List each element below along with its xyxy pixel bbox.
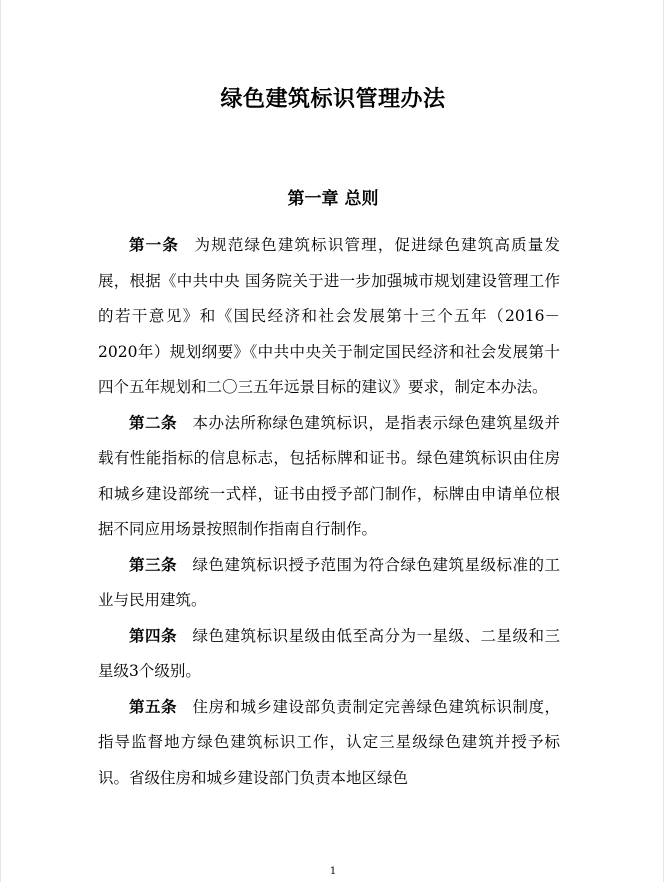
article-label: 第二条 [129, 413, 177, 432]
article-5 [98, 690, 560, 797]
article-1 [98, 228, 560, 406]
article-label: 第三条 [129, 555, 177, 574]
article-label: 第四条 [129, 626, 177, 645]
chapter-heading: 第一章 总则 [287, 189, 379, 209]
article-2 [98, 406, 560, 548]
article-3 [98, 548, 560, 619]
article-text: 住房和城乡建设部负责制定完善绿色建筑标识制度，指导监督地方绿色建筑标识工作，认定三星级绿色建筑并授予标识。省级住房和城乡建设部门负责本地区绿色 [98, 697, 560, 787]
article-4 [98, 619, 560, 690]
page-number: 1 [329, 866, 337, 877]
article-text: 绿色建筑标识授予范围为符合绿色建筑星级标准的工业与民用建筑。 [98, 555, 560, 609]
article-text: 绿色建筑标识星级由低至高分为一星级、二星级和三星级3个级别。 [98, 626, 560, 680]
article-text: 本办法所称绿色建筑标识，是指表示绿色建筑星级并载有性能指标的信息标志，包括标牌和证书。绿色建筑标识由住房和城乡建设部统一式样，证书由授予部门制作，标牌由申请单位根据不同应用场景按照制作指南自行制作。 [98, 413, 560, 538]
article-label: 第五条 [129, 697, 177, 716]
article-text: 为规范绿色建筑标识管理，促进绿色建筑高质量发展，根据《中共中央 国务院关于进一步加强城市规划建设管理工作的若干意见》和《国民经济和社会发展第十三个五年（2016－2020年）规划纲要》《中共中央关于制定国民经济和社会发展第十四个五年规划和二〇三五年远景目标的建议》要求，制定本办法。 [98, 236, 560, 396]
article-label: 第一条 [129, 236, 179, 254]
document-body [98, 228, 560, 796]
document-title: 绿色建筑标识管理办法 [220, 87, 446, 112]
